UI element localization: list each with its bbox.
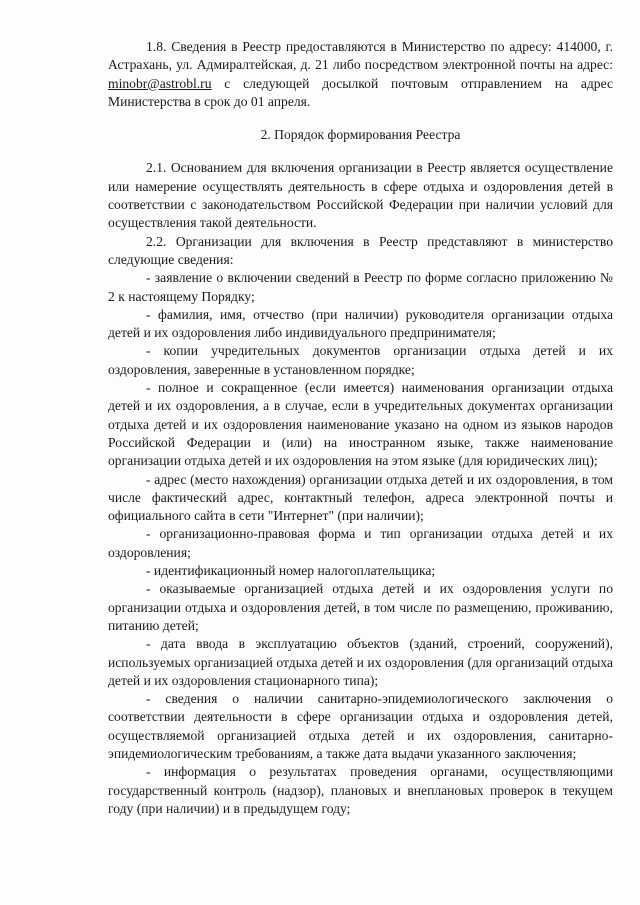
- list-item: - полное и сокращенное (если имеется) наименования организации отдыха детей и их оздоровления, а в случае, если в учредительных документах организации отдыха детей и их оздоровления наименование указано на одном из языков народов Российской Федерации и (или) на иностранном языке, также наименование организации отдыха детей и их оздоровления на этом языке (для юридических лиц);: [108, 380, 613, 469]
- list-item: - фамилия, имя, отчество (при наличии) руководителя организации отдыха детей и их оздоровления либо индивидуального предпринимателя;: [108, 306, 613, 341]
- list-item: - заявление о включении сведений в Реестр по форме согласно приложению № 2 к настоящему Порядку;: [108, 270, 613, 304]
- paragraph-2-2: 2.2. Организации для включения в Реестр представляют в министерство следующие сведения:: [108, 233, 613, 267]
- list-item: - организационно-правовая форма и тип организации отдыха детей и их оздоровления;: [108, 526, 613, 560]
- list-item: - сведения о наличии санитарно-эпидемиологического заключения о соответствии деятельности в сфере организации отдыха и оздоровления детей, осуществляемой организацией отдыха детей и их оздоровления, санитарно-эпидемиологическим требованиям, а также дата выдачи указанного заключения;: [108, 691, 613, 761]
- list-item: - информация о результатах проведения органами, осуществляющими государственный контроль (надзор), плановых и внеплановых проверок в текущем году (при наличии) и в предыдущем году;: [108, 764, 613, 816]
- email-address: minobr@astrobl.ru: [108, 75, 212, 91]
- list-item: - идентификационный номер налогоплательщика;: [146, 563, 436, 579]
- paragraph-1-8: [108, 38, 613, 111]
- document-body: [108, 38, 613, 818]
- list-item: - адрес (место нахождения) организации отдыха детей и их оздоровления, в том числе фактический адрес, контактный телефон, адреса электронной почты и официального сайта в сети "Интернет" (при наличии);: [108, 471, 613, 524]
- list-item: - дата ввода в эксплуатацию объектов (зданий, строений, сооружений), используемых организацией отдыха детей и их оздоровления (для организаций отдыха детей и их оздоровления стационарного типа);: [108, 636, 613, 688]
- paragraph-1-8-text: 1.8. Сведения в Реестр предоставляются в Министерство по адресу: 414000, г. Астрахань, ул. Адмиралтейская, д. 21 либо посредством электронной почты на адрес:: [108, 39, 613, 73]
- section-heading: 2. Порядок формирования Реестра: [260, 127, 461, 143]
- list-item: - копии учредительных документов организации отдыха детей и их оздоровления, заверенные в установленном порядке;: [108, 343, 613, 377]
- paragraph-1-8-tail: с следующей досылкой почтовым отправлением на адрес Министерства в срок до 01 апреля.: [108, 75, 613, 109]
- paragraph-2-1: 2.1. Основанием для включения организации в Реестр является осуществление или намерение осуществлять деятельность в сфере отдыха и оздоровления детей в соответствии с законодательством Российской Федерации при наличии условий для осуществления такой деятельности.: [108, 160, 613, 231]
- list-item: - оказываемые организацией отдыха детей и их оздоровления услуги по организации отдыха и оздоровления детей, в том числе по размещению, проживанию, питанию детей;: [108, 581, 613, 633]
